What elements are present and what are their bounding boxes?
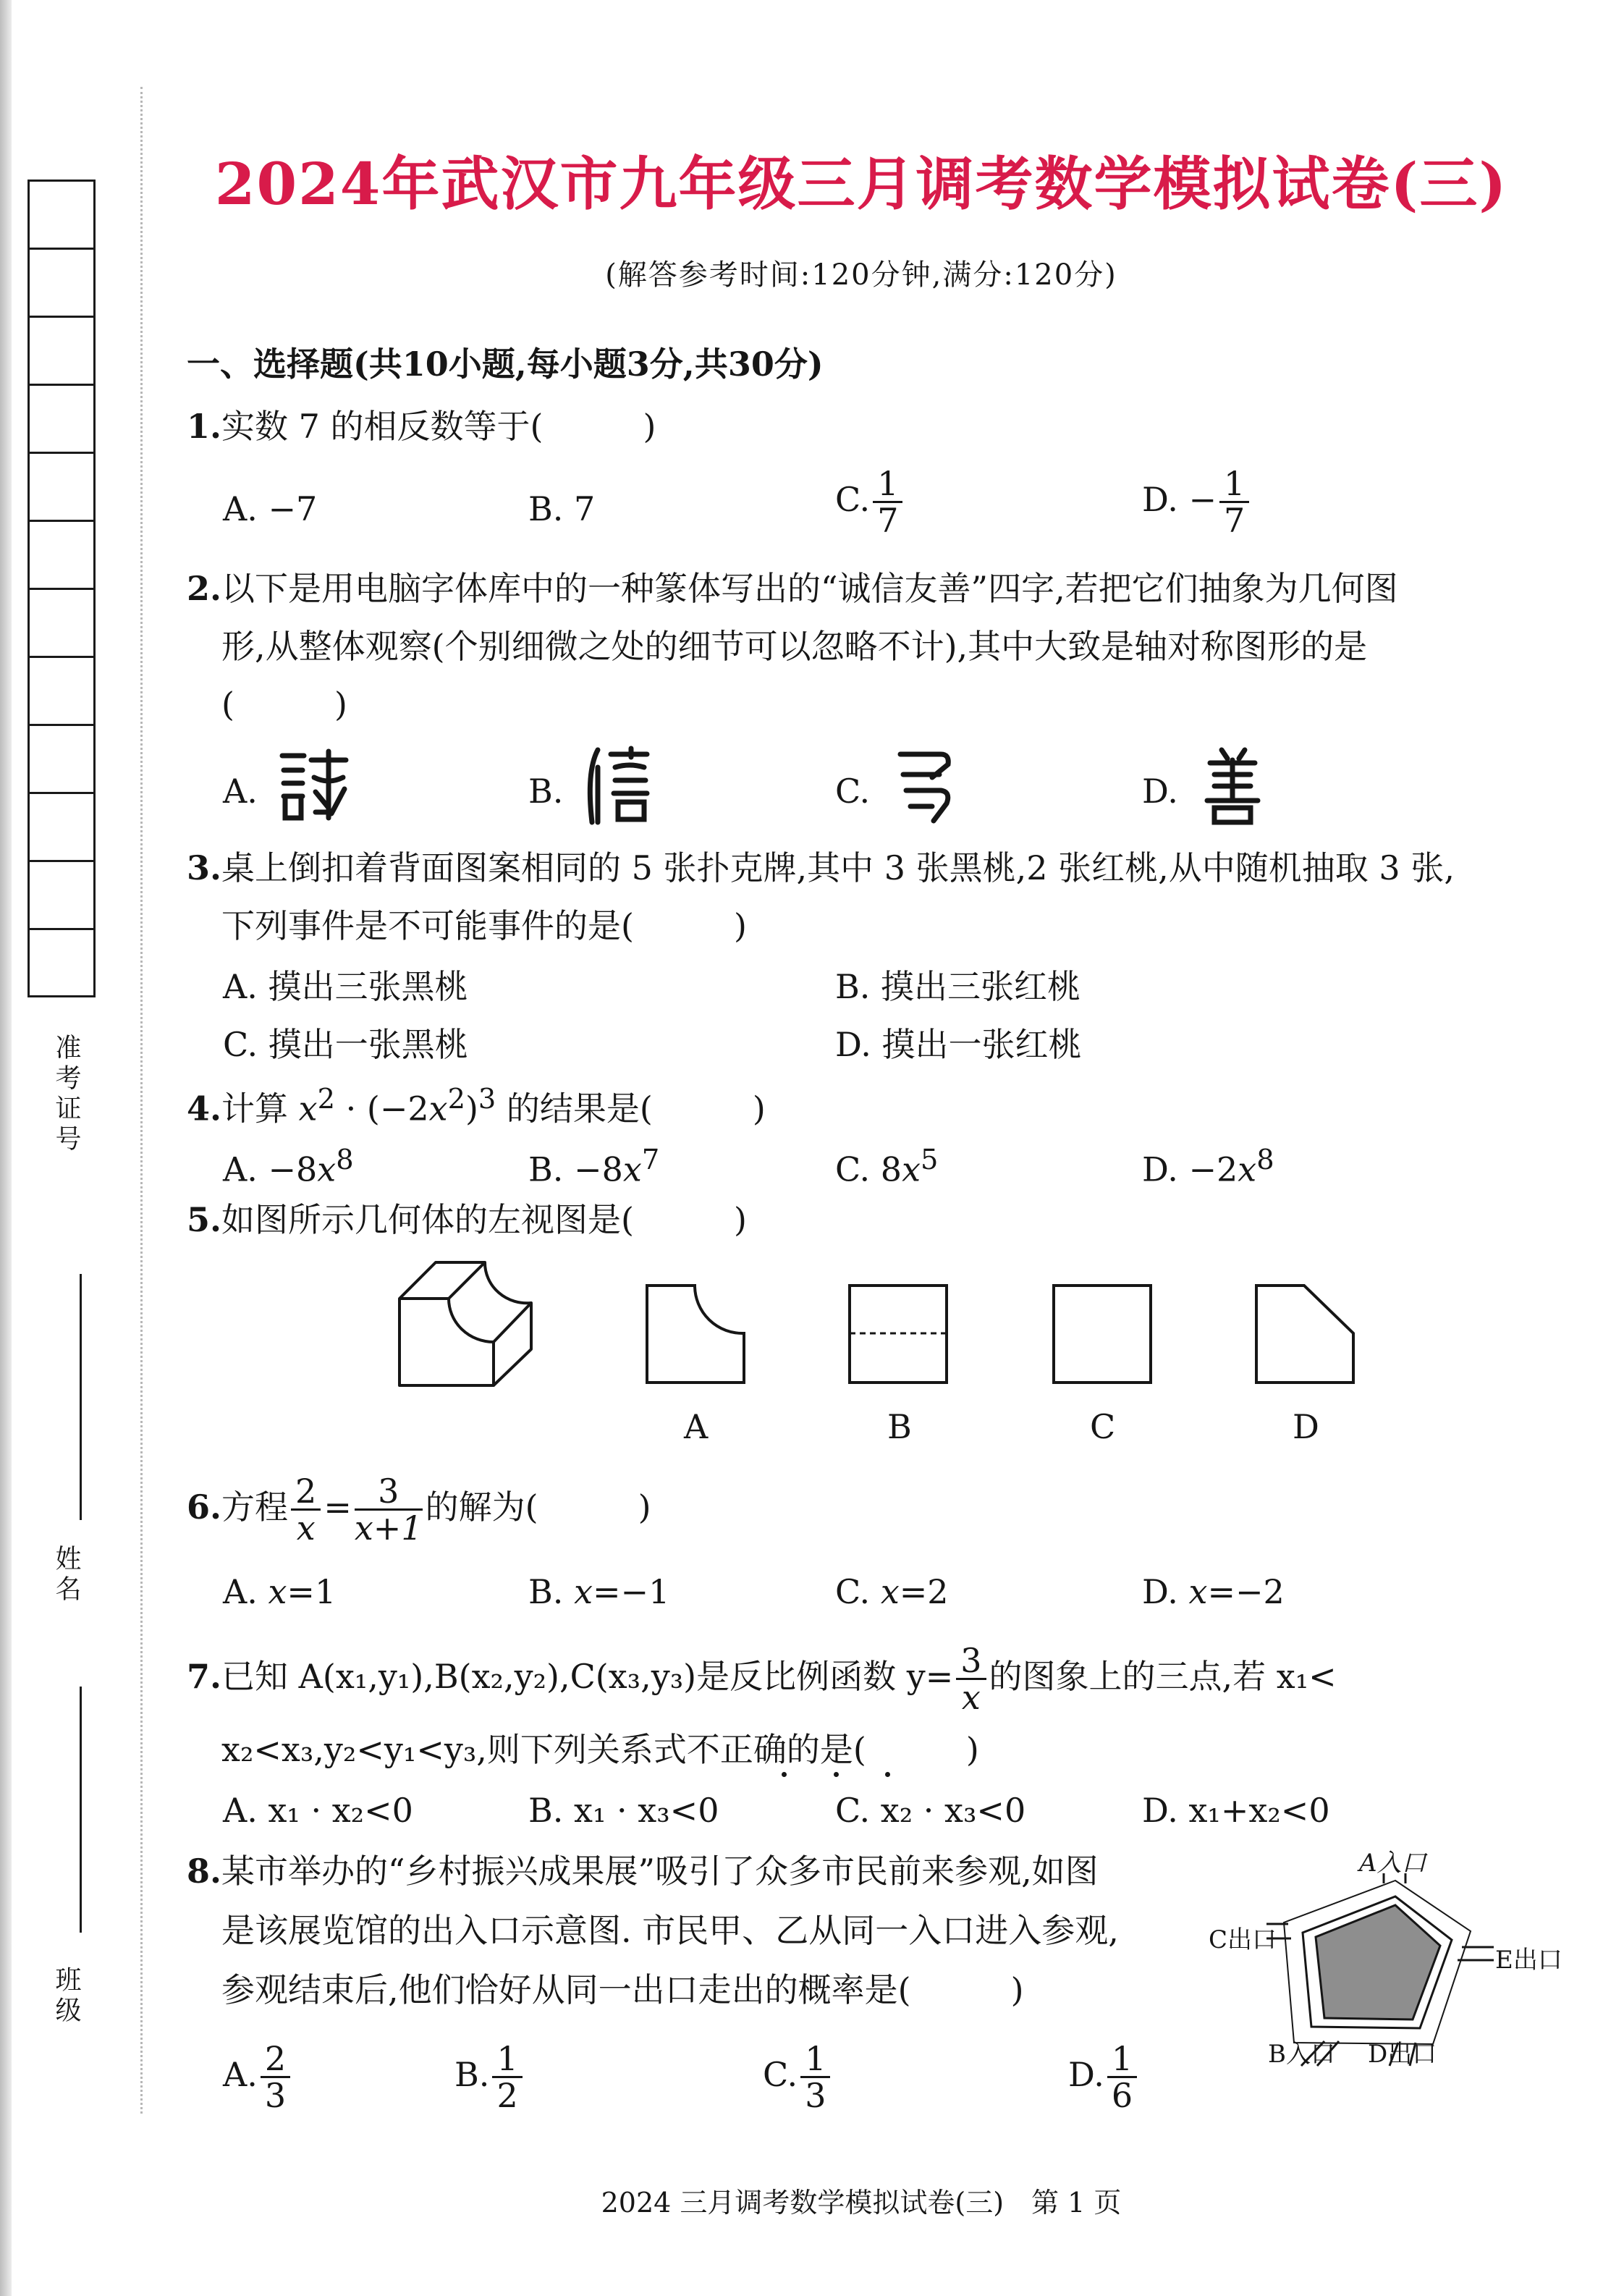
emphasis-dot (885, 1772, 890, 1777)
q6-option-a (223, 1572, 337, 1611)
q4-option-a (223, 1144, 354, 1189)
question-8-line-1 (187, 1852, 1099, 1891)
exam-number-cell (30, 590, 93, 658)
q1-option-c (835, 466, 905, 539)
fraction (261, 2041, 290, 2114)
entrance-a-label: A入口 (1359, 1849, 1426, 1878)
fraction-denominator: x+1 (354, 1508, 423, 1548)
question-8-line-3: 参观结束后,他们恰好从同一出口走出的概率是( ) (221, 1970, 1024, 2009)
option-label: D. (1068, 2054, 1104, 2094)
exit-e-label: E出口 (1495, 1946, 1562, 1975)
question-text: 以下是用电脑字体库中的一种篆体写出的“诚信友善”四字,若把它们抽象为几何图 (221, 569, 1398, 608)
q5-label-b: B (887, 1407, 912, 1446)
page-footer: 2024 三月调考数学模拟试卷(三) 第 1 页 (601, 2187, 1122, 2219)
q3-option-c: C. 摸出一张黑桃 (223, 1025, 468, 1064)
option-c-view (1051, 1283, 1155, 1387)
section-heading: 一、选择题(共10小题,每小题3分,共30分) (187, 345, 824, 384)
q2-option-b-label: B. (528, 772, 564, 811)
option-label: A. (223, 2054, 258, 2094)
exam-number-label: 准考证号 (51, 1034, 81, 1155)
fraction-denominator: x (961, 1678, 981, 1718)
exam-number-cell (30, 794, 93, 862)
binding-dotted-line (140, 87, 143, 2114)
question-number: 5. (187, 1200, 222, 1239)
exponent: 3 (478, 1083, 496, 1115)
question-number: 1. (187, 407, 222, 446)
fraction (355, 1474, 423, 1546)
fraction-numerator: 1 (1107, 2041, 1137, 2078)
fraction (492, 2041, 522, 2114)
fraction (800, 2041, 830, 2114)
exponent: 5 (921, 1144, 939, 1176)
q3-option-a: A. 摸出三张黑桃 (223, 967, 468, 1006)
option-text: D. −2 (1142, 1149, 1238, 1189)
fraction-numerator: 3 (355, 1474, 423, 1511)
emphasis-dot (834, 1772, 839, 1777)
q1-option-a: A. −7 (223, 489, 318, 528)
q5-label-c: C (1090, 1407, 1116, 1446)
option-label: B. (454, 2054, 490, 2094)
q7-option-b: B. x₁ · x₃<0 (528, 1791, 719, 1830)
exam-number-cell (30, 658, 93, 726)
q1-option-d (1142, 466, 1252, 539)
question-text: 方程 (221, 1487, 289, 1527)
exam-number-grid (28, 180, 96, 997)
name-write-line (80, 1274, 82, 1520)
fraction-denominator: 7 (1224, 501, 1246, 541)
q4-option-b (528, 1144, 660, 1189)
math-variable: x (902, 1149, 921, 1189)
fraction-denominator: 3 (805, 2076, 826, 2116)
fraction-denominator: 6 (1111, 2076, 1133, 2116)
question-number: 6. (187, 1487, 222, 1527)
question-5 (187, 1200, 747, 1239)
q5-label-a: A (684, 1407, 709, 1446)
question-text: 的结果是( ) (496, 1089, 766, 1128)
exponent: 7 (641, 1144, 660, 1176)
seal-shan-icon (1193, 746, 1272, 825)
question-text: 实数 7 的相反数等于( ) (221, 407, 656, 446)
q2-option-c-label: C. (835, 772, 871, 811)
question-2-line-3: ( ) (221, 685, 347, 724)
fraction (873, 466, 902, 539)
emphasis-dot (782, 1772, 787, 1777)
q8-option-b (454, 2041, 525, 2114)
q8-option-a (223, 2041, 293, 2114)
fraction-numerator: 3 (956, 1643, 986, 1680)
question-7-line-2: x₂<x₃,y₂<y₁<y₃,则下列关系式不正确的是( ) (221, 1730, 979, 1769)
option-label: B. (528, 1572, 575, 1611)
question-1 (187, 407, 656, 446)
exit-c-label: C出口 (1209, 1925, 1277, 1954)
option-label: C. (835, 1572, 881, 1611)
question-3-line-1 (187, 848, 1455, 887)
exponent: 8 (336, 1144, 354, 1176)
question-3-line-2: 下列事件是不可能事件的是( ) (221, 906, 747, 945)
q6-option-d (1142, 1572, 1285, 1611)
option-label: C. (835, 479, 871, 519)
fraction (1107, 2041, 1137, 2114)
math-variable: x (880, 1572, 900, 1611)
option-label: D. − (1142, 479, 1217, 519)
name-label: 姓名 (51, 1545, 81, 1605)
question-text: · (−2 (335, 1089, 429, 1128)
math-variable: x (622, 1149, 642, 1189)
exam-number-cell (30, 862, 93, 930)
option-value: =−2 (1207, 1572, 1285, 1611)
question-number: 8. (187, 1852, 222, 1891)
q4-option-d (1142, 1144, 1274, 1189)
solid-figure (391, 1257, 550, 1394)
exam-number-cell (30, 318, 93, 386)
option-label: C. (763, 2054, 798, 2094)
fraction-numerator: 1 (492, 2041, 522, 2078)
exam-number-cell (30, 454, 93, 522)
q6-option-b (528, 1572, 670, 1611)
exam-number-cell (30, 386, 93, 454)
equals-sign: = (323, 1487, 352, 1527)
exponent: 8 (1256, 1144, 1274, 1176)
exponent: 2 (447, 1083, 465, 1115)
fraction (291, 1474, 321, 1546)
entrance-b-label: B入口 (1268, 2040, 1335, 2069)
q7-option-d: D. x₁+x₂<0 (1142, 1791, 1330, 1830)
fraction-numerator: 1 (873, 466, 902, 503)
math-variable: x (1188, 1572, 1208, 1611)
q8-option-d (1068, 2041, 1140, 2114)
question-text: 某市举办的“乡村振兴成果展”吸引了众多市民前来参观,如图 (221, 1852, 1099, 1891)
exam-number-cell (30, 522, 93, 590)
question-number: 7. (187, 1656, 222, 1696)
question-number: 3. (187, 848, 222, 887)
question-4 (187, 1083, 766, 1128)
q7-option-a: A. x₁ · x₂<0 (223, 1791, 413, 1830)
emphasis-dots (782, 1772, 890, 1777)
question-7-line-1 (187, 1641, 1337, 1718)
option-label: D. (1142, 1572, 1189, 1611)
math-variable: x (298, 1089, 318, 1128)
fraction-numerator: 1 (1219, 466, 1249, 503)
question-8-line-2: 是该展览馆的出入口示意图. 市民甲、乙从同一入口进入参观, (221, 1911, 1119, 1950)
option-b-view (847, 1283, 951, 1387)
q7-option-c: C. x₂ · x₃<0 (835, 1791, 1026, 1830)
q1-option-b: B. 7 (528, 489, 596, 528)
question-text: 计算 (221, 1089, 299, 1128)
option-value: =1 (287, 1572, 337, 1611)
exit-d-label: D出口 (1368, 2040, 1437, 2069)
math-variable: x (1238, 1149, 1257, 1189)
fraction-numerator: 2 (261, 2041, 290, 2078)
q5-label-d: D (1293, 1407, 1319, 1446)
page-edge-shadow (0, 0, 12, 2296)
exam-number-cell (30, 930, 93, 998)
option-text: C. 8 (835, 1149, 902, 1189)
exam-number-cell (30, 726, 93, 794)
math-variable: x (268, 1572, 287, 1611)
q6-option-c (835, 1572, 949, 1611)
option-a-view (644, 1283, 748, 1387)
fraction-denominator: 2 (496, 2076, 518, 2116)
seal-you-icon (884, 746, 964, 825)
class-label: 班级 (51, 1966, 81, 2027)
option-value: =−1 (593, 1572, 670, 1611)
question-number: 4. (187, 1089, 222, 1128)
fraction-numerator: 1 (800, 2041, 830, 2078)
question-text: 已知 A(x₁,y₁),B(x₂,y₂),C(x₃,y₃)是反比例函数 y= (221, 1656, 954, 1696)
page-subtitle: (解答参考时间:120分钟,满分:120分) (605, 258, 1117, 292)
question-text: 桌上倒扣着背面图案相同的 5 张扑克牌,其中 3 张黑桃,2 张红桃,从中随机抽取 3 张, (221, 848, 1455, 887)
option-text: A. −8 (223, 1149, 318, 1189)
math-variable: x (428, 1089, 448, 1128)
question-2-line-1 (187, 569, 1398, 608)
exam-number-cell (30, 250, 93, 318)
seal-xin-icon (579, 746, 659, 825)
seal-cheng-icon (275, 746, 355, 825)
fraction-denominator: 7 (877, 501, 899, 541)
question-6 (187, 1474, 651, 1546)
option-value: =2 (899, 1572, 949, 1611)
fraction-denominator: x (296, 1508, 316, 1548)
class-write-line (80, 1687, 82, 1933)
fraction-numerator: 2 (291, 1474, 321, 1511)
question-2-line-2: 形,从整体观察(个别细微之处的细节可以忽略不计),其中大致是轴对称图形的是 (221, 627, 1368, 666)
question-text: 的解为( ) (425, 1487, 651, 1527)
option-d-view (1253, 1283, 1358, 1387)
q2-option-d-label: D. (1142, 772, 1178, 811)
option-label: A. (223, 1572, 268, 1611)
math-variable: x (317, 1149, 337, 1189)
question-text: 如图所示几何体的左视图是( ) (221, 1200, 747, 1239)
q4-option-c (835, 1144, 939, 1189)
fraction-denominator: 3 (264, 2076, 287, 2116)
question-number: 2. (187, 569, 222, 608)
exam-number-cell (30, 182, 93, 250)
fraction (956, 1641, 986, 1718)
math-variable: x (574, 1572, 593, 1611)
option-text: B. −8 (528, 1149, 623, 1189)
q8-option-c (763, 2041, 833, 2114)
question-text: 的图象上的三点,若 x₁< (989, 1656, 1337, 1696)
page-title: 2024年武汉市九年级三月调考数学模拟试卷(三) (214, 150, 1508, 218)
question-text: ) (465, 1089, 478, 1128)
fraction (1219, 466, 1249, 539)
q3-option-d: D. 摸出一张红桃 (835, 1025, 1082, 1064)
exponent: 2 (317, 1083, 335, 1115)
q2-option-a-label: A. (223, 772, 258, 811)
q3-option-b: B. 摸出三张红桃 (835, 967, 1081, 1006)
